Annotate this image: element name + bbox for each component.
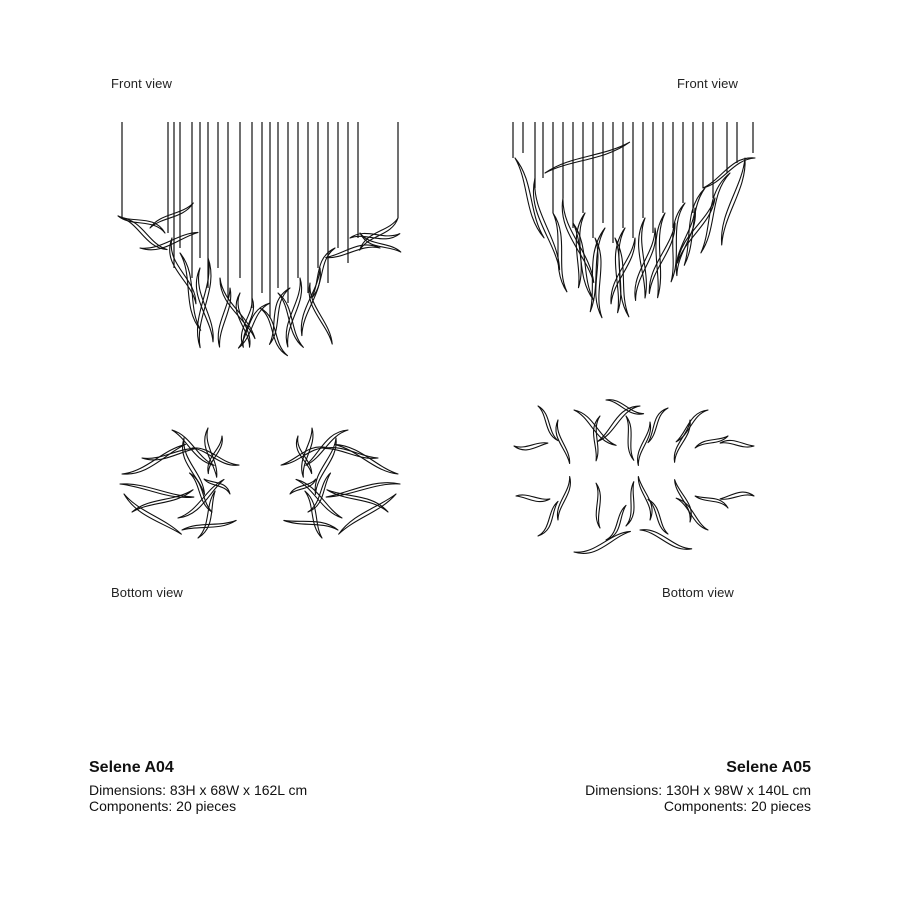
leaf-shape bbox=[122, 444, 185, 474]
leaf-shape bbox=[538, 406, 558, 441]
leaf-shape bbox=[339, 494, 396, 534]
a05-front-view-label: Front view bbox=[677, 76, 738, 91]
leaf-shape bbox=[514, 443, 548, 450]
leaf-shape bbox=[515, 158, 544, 238]
leaf-shape bbox=[701, 173, 730, 253]
leaf-shape bbox=[720, 440, 754, 447]
leaf-shape bbox=[635, 228, 656, 300]
product-info-a05 bbox=[585, 760, 811, 814]
leaf-shape bbox=[538, 501, 558, 536]
a04-bottom-view-label: Bottom view bbox=[111, 585, 183, 600]
leaf-shape bbox=[626, 482, 634, 526]
leaf-shape bbox=[516, 495, 550, 502]
leaf-shape bbox=[720, 492, 754, 499]
leaf-shape bbox=[676, 410, 708, 442]
leaf-shape bbox=[326, 245, 380, 258]
leaf-shape bbox=[260, 308, 288, 356]
leaf-shape bbox=[649, 223, 675, 293]
leaf-shape bbox=[180, 253, 201, 330]
leaf-shape bbox=[120, 484, 194, 498]
leaf-shape bbox=[626, 416, 634, 460]
a05-bottom-view-drawing bbox=[508, 380, 764, 560]
leaf-shape bbox=[638, 477, 652, 520]
product-info-a04 bbox=[89, 760, 307, 814]
a04-front-view-drawing bbox=[110, 118, 410, 363]
leaf-shape bbox=[596, 483, 600, 528]
product-name: Selene A04 bbox=[89, 759, 174, 776]
leaf-shape bbox=[703, 158, 755, 188]
leaf-shape bbox=[593, 416, 600, 461]
product-dimensions: Dimensions: 130H x 98W x 140L cm bbox=[585, 782, 811, 798]
leaf-shape bbox=[684, 188, 705, 265]
a05-bottom-view-label: Bottom view bbox=[662, 585, 734, 600]
a05-front-view-drawing bbox=[505, 118, 765, 333]
leaf-shape bbox=[545, 142, 630, 173]
a04-front-view-label: Front view bbox=[111, 76, 172, 91]
leaf-shape bbox=[198, 491, 215, 538]
leaf-shape bbox=[573, 223, 594, 300]
leaf-shape bbox=[574, 531, 630, 553]
product-components: Components: 20 pieces bbox=[663, 798, 811, 814]
leaf-shape bbox=[269, 288, 290, 344]
leaf-shape bbox=[290, 479, 316, 494]
leaf-shape bbox=[656, 213, 665, 298]
product-components: Components: 20 pieces bbox=[89, 798, 237, 814]
leaf-shape bbox=[676, 208, 695, 276]
leaf-shape bbox=[676, 498, 708, 530]
leaf-shape bbox=[118, 216, 165, 233]
leaf-shape bbox=[305, 491, 322, 538]
leaf-shape bbox=[284, 520, 338, 530]
leaf-shape bbox=[556, 420, 570, 463]
leaf-shape bbox=[557, 477, 570, 520]
product-name: Selene A05 bbox=[726, 759, 811, 776]
leaf-shape bbox=[638, 422, 651, 465]
product-dimensions: Dimensions: 83H x 68W x 162L cm bbox=[89, 782, 308, 798]
leaf-shape bbox=[639, 218, 647, 298]
a04-bottom-view-drawing bbox=[112, 418, 408, 550]
